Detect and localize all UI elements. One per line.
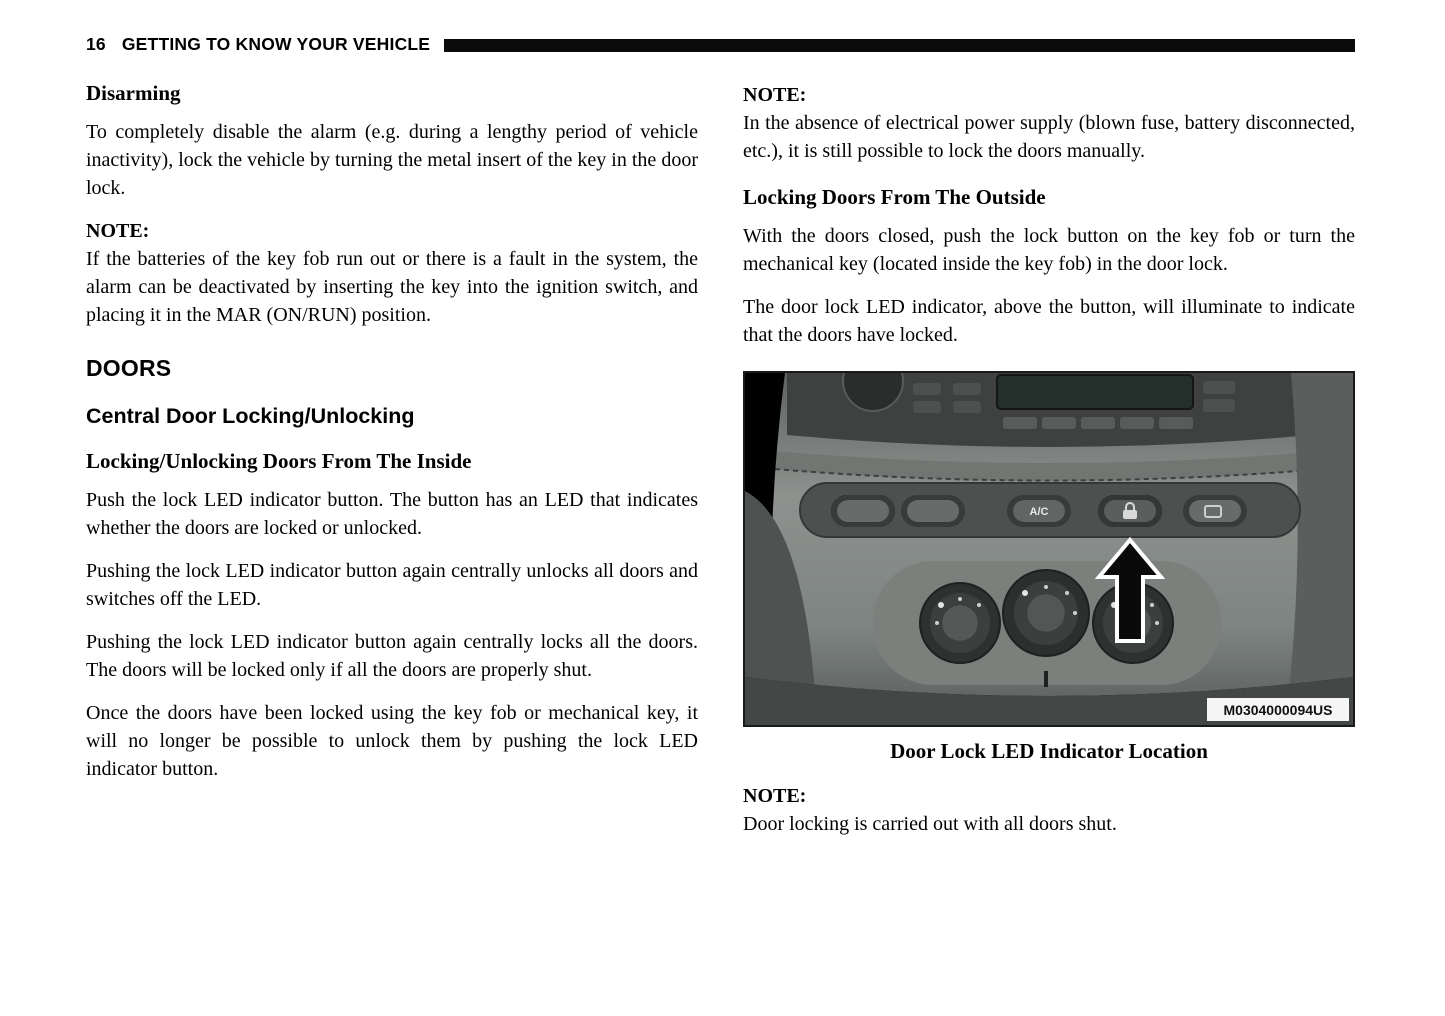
header-title: GETTING TO KNOW YOUR VEHICLE	[121, 34, 431, 54]
paragraph-inside-3: Pushing the lock LED indicator button again centrally locks all the doors. The doors will be locked only if all the doors are properly shut.	[86, 631, 698, 681]
note-text: If the batteries of the key fob run out or there is a fault in the system, the alarm can be deactivated by inserting the key into the ignition switch, and placing it in the MAR (ON/RUN) position.	[86, 248, 698, 326]
paragraph-outside-1: With the doors closed, push the lock button on the key fob or turn the mechanical key (located inside the key fob) in the door lock.	[743, 225, 1355, 275]
bottom-slot	[1044, 671, 1048, 687]
note-block-2	[743, 81, 1355, 165]
radio-display	[997, 375, 1193, 409]
paragraph-inside-2: Pushing the lock LED indicator button again centrally unlocks all doors and switches off the LED.	[86, 560, 698, 610]
radio-preset-buttons	[1003, 417, 1193, 429]
dashboard-photo	[743, 371, 1355, 727]
dashboard-illustration	[745, 373, 1353, 725]
two-column-layout	[86, 81, 1355, 853]
paragraph-outside-2: The door lock LED indicator, above the button, will illuminate to indicate that the doors have locked.	[743, 296, 1355, 346]
note-text: In the absence of electrical power supply (blown fuse, battery disconnected, etc.), it is still possible to lock the doors manually.	[743, 112, 1355, 162]
page-header	[86, 34, 1355, 55]
paragraph-inside-4: Once the doors have been locked using the key fob or mechanical key, it will no longer be possible to unlock them by pushing the lock LED indicator button.	[86, 702, 698, 780]
paragraph-inside-1: Push the lock LED indicator button. The button has an LED that indicates whether the doors are locked or unlocked.	[86, 489, 698, 539]
note-text: Door locking is carried out with all doors shut.	[743, 813, 1117, 835]
page-number: 16	[86, 34, 106, 54]
heading-locking-inside: Locking/Unlocking Doors From The Inside	[86, 449, 472, 473]
heading-disarming: Disarming	[86, 81, 181, 105]
note-label: NOTE:	[743, 785, 807, 807]
note-label: NOTE:	[743, 84, 807, 106]
left-column	[86, 81, 698, 853]
note-block-3	[743, 782, 1355, 838]
note-label: NOTE:	[86, 220, 150, 242]
door-lock-figure	[743, 371, 1355, 764]
heading-central-door-locking: Central Door Locking/Unlocking	[86, 404, 415, 428]
ac-button-label: A/C	[1029, 506, 1049, 518]
figure-caption: Door Lock LED Indicator Location	[890, 739, 1208, 763]
image-code: M0304000094US	[1223, 702, 1333, 718]
right-column	[743, 81, 1355, 853]
heading-locking-outside: Locking Doors From The Outside	[743, 185, 1046, 209]
paragraph-disarming: To completely disable the alarm (e.g. during a lengthy period of vehicle inactivity), lock the vehicle by turning the metal insert of the key in the door lock.	[86, 121, 698, 199]
heading-doors: DOORS	[86, 355, 172, 381]
climate-knob-left	[920, 583, 1000, 663]
header-rule	[444, 39, 1355, 52]
note-block-1	[86, 217, 698, 329]
climate-knob-center	[1003, 570, 1089, 656]
